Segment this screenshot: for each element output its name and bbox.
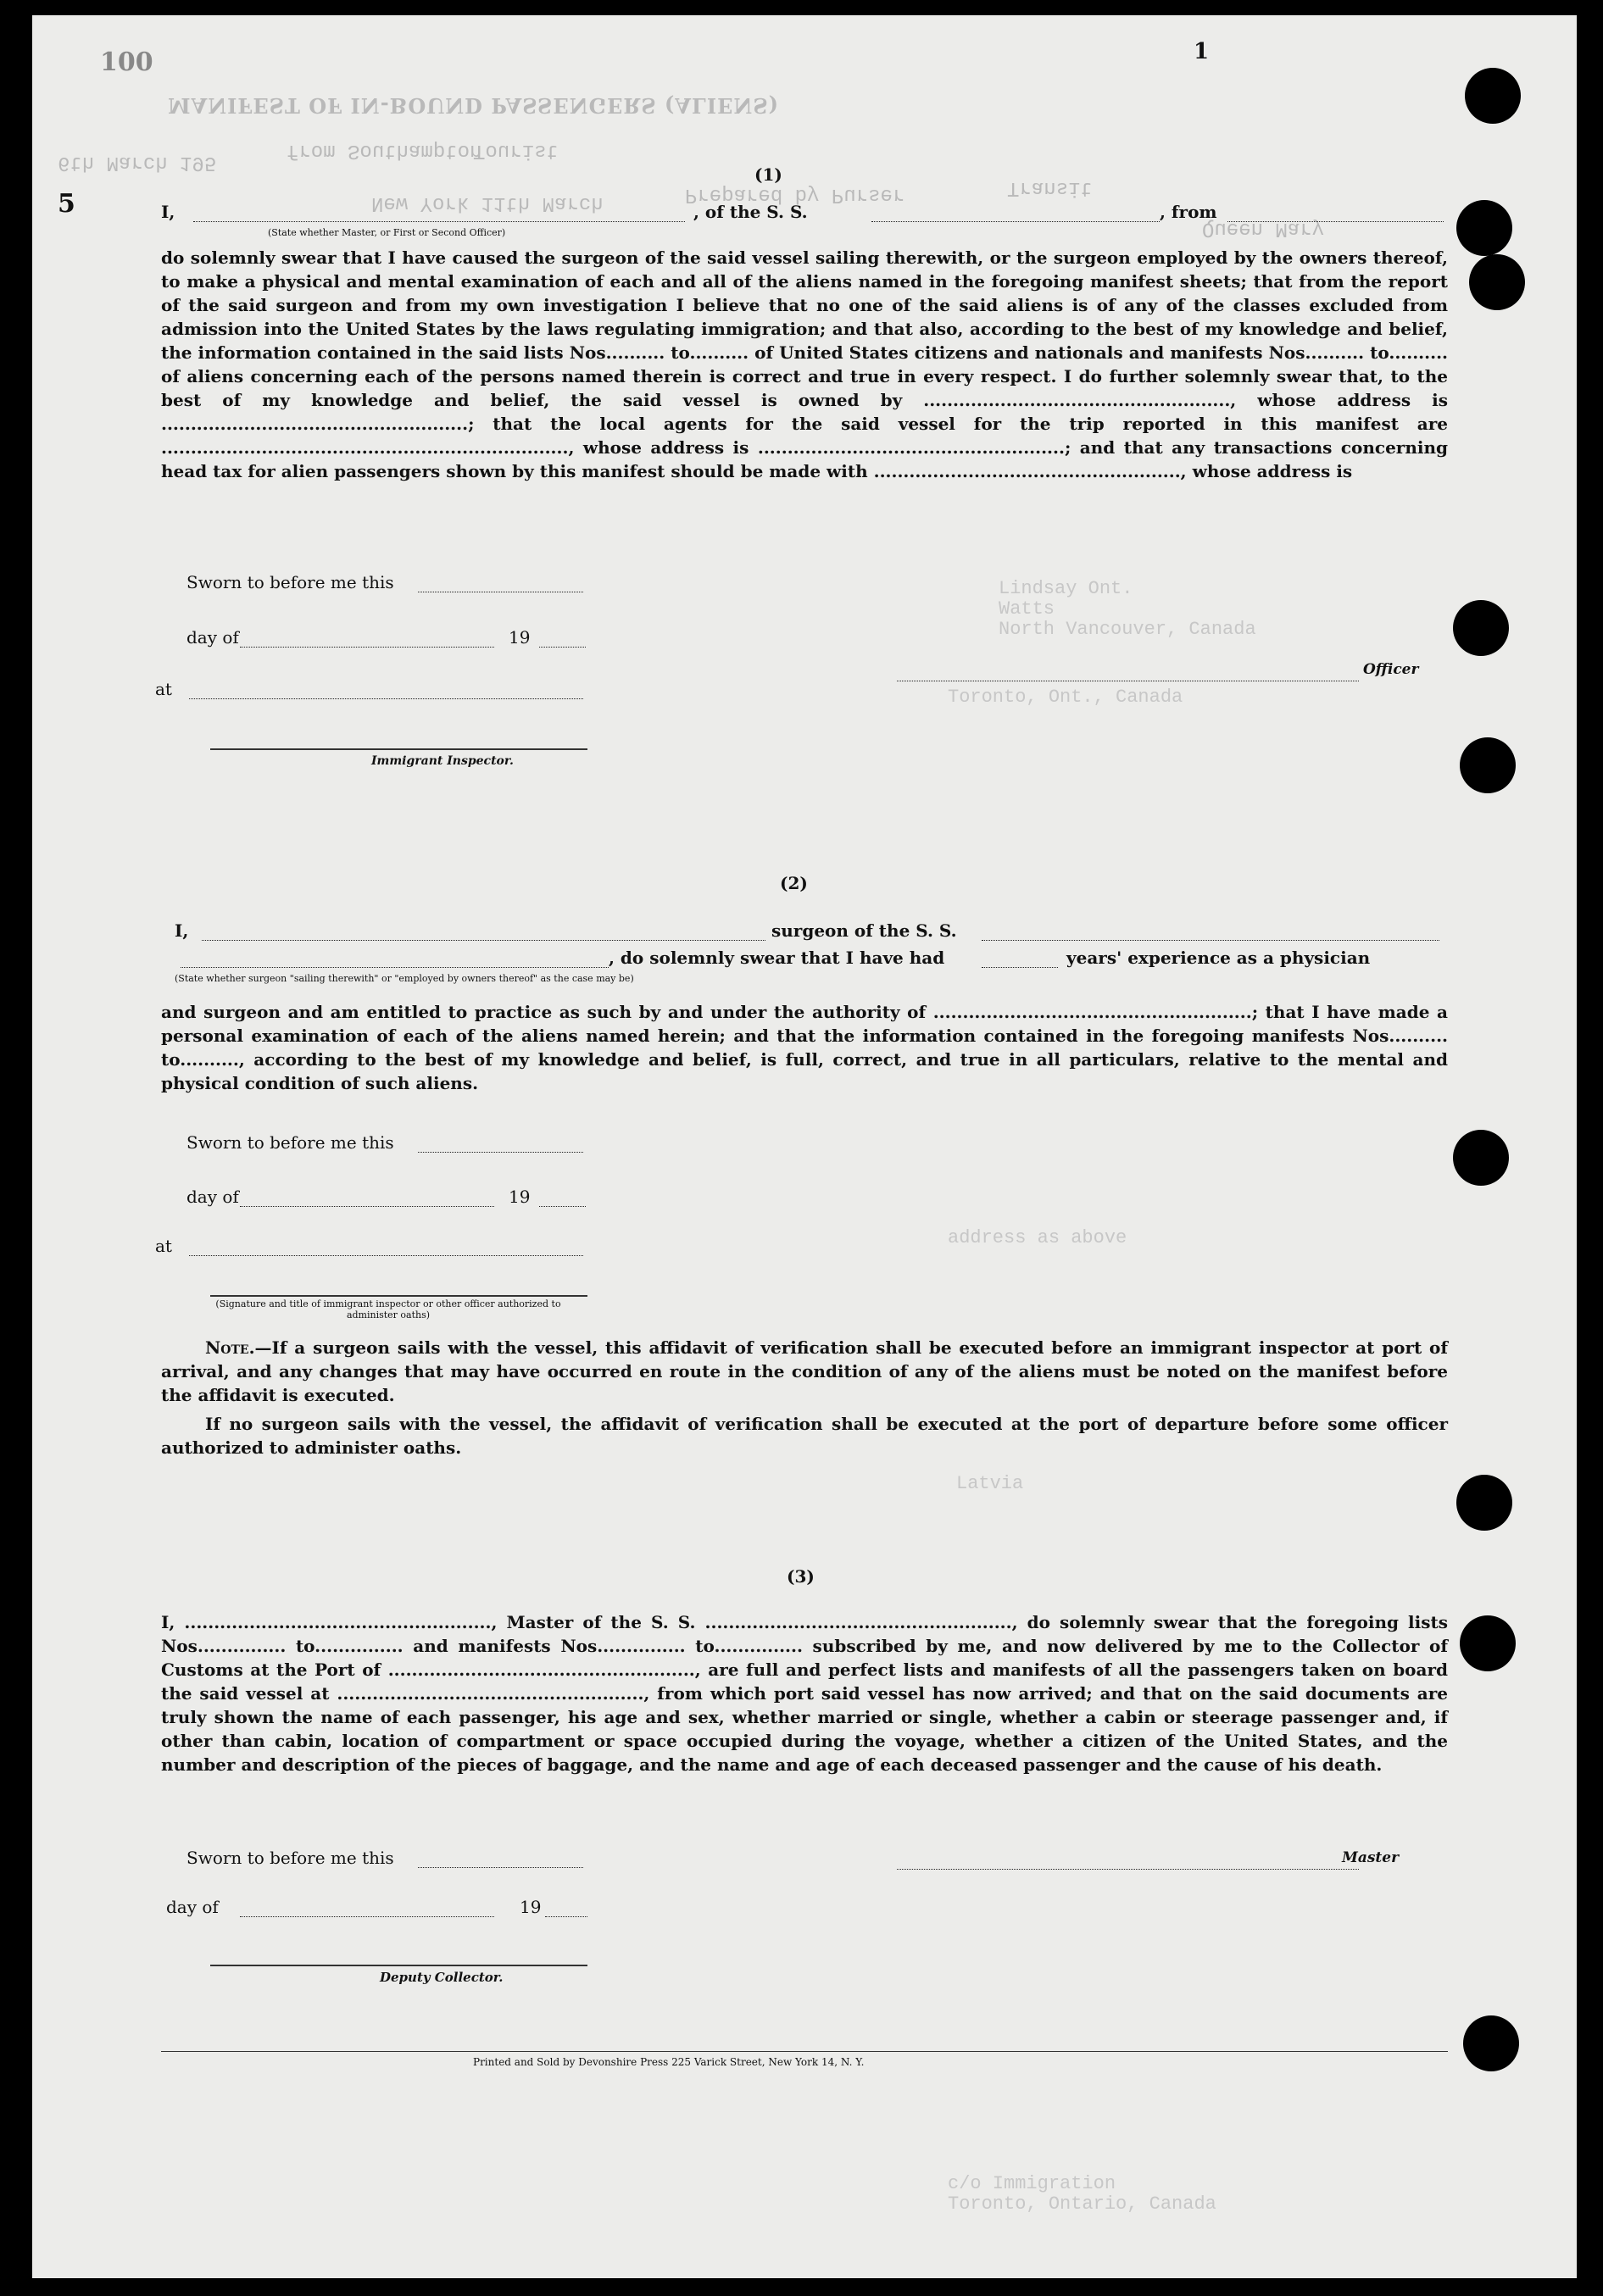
punch-hole	[1465, 68, 1521, 124]
section3-master-label: Master	[1342, 1849, 1400, 1866]
section2-line2-years: years' experience as a physician	[1066, 948, 1371, 968]
section1-day-blank	[240, 647, 494, 648]
bleed-4: Toronto, Ont., Canada	[948, 687, 1183, 708]
section3-sworn: Sworn to before me this	[186, 1848, 394, 1868]
section1-port-blank	[1227, 221, 1444, 222]
section2-line1-ss: surgeon of the S. S.	[771, 920, 957, 941]
section2-dayof: day of	[186, 1187, 239, 1207]
ghost-tourist: Tourist	[473, 139, 559, 162]
section1-at-blank	[189, 698, 583, 699]
bleed-7: Toronto, Ontario, Canada	[948, 2193, 1216, 2215]
section1-inspector-line	[210, 748, 587, 750]
section3-master-sig-blank	[897, 1869, 1359, 1870]
section1-line1-from: , from	[1160, 202, 1217, 222]
manifest-page	[32, 15, 1577, 2278]
note-paragraph-1	[161, 1336, 1448, 1407]
section3-collector-label: Deputy Collector.	[380, 1970, 504, 1985]
punch-hole	[1453, 1130, 1509, 1186]
section1-year: 19	[509, 627, 531, 648]
corner-mark-top-center: 1	[1194, 39, 1210, 64]
section1-officer-blank	[193, 221, 685, 222]
note-paragraph-2: If no surgeon sails with the vessel, the affidavit of verification shall be executed at the port of departure before some officer authorized to administer oaths.	[161, 1414, 1448, 1458]
punch-hole	[1453, 600, 1509, 656]
section1-line1-ss: , of the S. S.	[693, 202, 808, 222]
bleed-5: address as above	[948, 1227, 1127, 1248]
ghost-title: MANIFEST OF IN-BOUND PASSENGERS (ALIENS)	[168, 93, 780, 118]
section1-at: at	[155, 679, 172, 699]
section2-sworn: Sworn to before me this	[186, 1132, 394, 1153]
section2-at: at	[155, 1236, 172, 1256]
section2-number: (2)	[780, 873, 808, 893]
section2-ship-blank	[982, 940, 1439, 941]
section2-day-blank	[240, 1206, 494, 1207]
section1-dayof: day of	[186, 627, 239, 648]
section1-sworn: Sworn to before me this	[186, 572, 394, 592]
section1-year-blank	[539, 647, 586, 648]
punch-hole	[1456, 200, 1512, 256]
note-text-1: —If a surgeon sails with the vessel, this affidavit of verification shall be executed before an immigrant inspector at port of arrival, and any changes that may have occurred en route in the condition of any of the aliens must be noted on the manifest before the affidavit is executed.	[161, 1337, 1448, 1405]
section2-year: 19	[509, 1187, 531, 1207]
section1-number: (1)	[754, 164, 782, 185]
punch-hole	[1456, 1475, 1512, 1531]
section3-year: 19	[520, 1897, 542, 1917]
section1-inspector-label: Immigrant Inspector.	[371, 754, 514, 768]
note-label: Note.	[205, 1337, 255, 1358]
corner-mark-side: 5	[58, 189, 75, 219]
bleed-3: North Vancouver, Canada	[999, 619, 1256, 640]
punch-hole	[1460, 737, 1516, 793]
section1-line1-prefix: I,	[161, 202, 175, 222]
section2-type-blank	[181, 967, 609, 968]
ghost-prepared: Prepared by Purser	[685, 183, 905, 206]
section2-at-blank	[189, 1255, 583, 1256]
ghost-date: 6th March 195	[58, 151, 217, 174]
footer-divider	[161, 2051, 1448, 2052]
ghost-ship: Queen Mary	[1202, 217, 1325, 240]
section1-officer-caption: (State whether Master, or First or Second Officer)	[268, 227, 506, 238]
section3-year-blank	[545, 1916, 587, 1917]
section3-number: (3)	[787, 1566, 815, 1587]
printer-footer: Printed and Sold by Devonshire Press 225 Varick Street, New York 14, N. Y.	[473, 2056, 865, 2068]
section3-collector-line	[210, 1965, 587, 1966]
corner-mark-top-left: 100	[100, 47, 153, 77]
section2-line2-swear: , do solemnly swear that I have had	[609, 948, 945, 968]
ghost-newyork: New York 11th March	[371, 192, 604, 214]
bleed-8: c/o Immigration	[948, 2173, 1116, 2194]
section3-body: I, ...................................................., Master of the S. S. ...................................................., do solemnly swear that the foregoing lists Nos............... to............... and manifests Nos............... to............... subscribed by me, and now delivered by me to the Collector of Customs at the Port of ...................................................., are full and perfect lists and manifests of all the passengers taken on board the said vessel at ...................................................., from which port said vessel has now arrived; and that on the said documents are truly shown the name of each passenger, his age and sex, whether married or single, whether a cabin or steerage passenger and, if other than cabin, location of compartment or space occupied during the voyage, whether a citizen of the United States, and the number and description of the pieces of baggage, and the name and age of each deceased passenger and the cause of his death.	[161, 1612, 1448, 1775]
punch-hole	[1463, 2015, 1519, 2071]
ghost-transit: Transit	[1007, 176, 1093, 199]
section2-year-blank	[539, 1206, 586, 1207]
section1-body: do solemnly swear that I have caused the surgeon of the said vessel sailing therewith, or the surgeon employed by the owners thereof, to make a physical and mental examination of each and all of the aliens named in the foregoing manifest sheets; that from the report of the said surgeon and from my own investigation I believe that no one of the said aliens is of any of the classes excluded from admission into the United States by the laws regulating immigration; and that also, according to the best of my knowledge and belief, the information contained in the said lists Nos.......... to.......... of United States citizens and nationals and manifests Nos.......... to.......... of aliens concerning each of the persons named therein is correct and true in every respect. I do further solemnly swear that, to the best of my knowledge and belief, the said vessel is owned by ...................................................., whose address is ....................................................; that the local agents for the said vessel for the trip reported in this manifest are ....................................................................., whose address is ....................................................; and that any transactions concerning head tax for alien passengers shown by this manifest should be made with ...................................................., whose address is	[161, 247, 1448, 481]
section2-surgeon-caption: (State whether surgeon "sailing therewith" or "employed by owners thereof" as the case may be)	[175, 973, 634, 984]
section3-dayof: day of	[166, 1897, 219, 1917]
bleed-6: Latvia	[956, 1473, 1024, 1494]
section2-sworn-blank	[418, 1152, 583, 1153]
punch-hole	[1460, 1615, 1516, 1671]
section2-body: and surgeon and am entitled to practice as such by and under the authority of ......................................................; that I have made a personal examination of each of the aliens named herein; and that the information contained in the foregoing manifests Nos.......... to.........., according to the best of my knowledge and belief, is full, correct, and true in all particulars, relative to the mental and physical condition of such aliens.	[161, 1002, 1448, 1093]
punch-hole	[1469, 254, 1525, 310]
section2-sig-line	[210, 1295, 587, 1297]
section3-sworn-blank	[418, 1867, 583, 1868]
bleed-1: Lindsay Ont.	[999, 578, 1133, 599]
section3-day-blank	[240, 1916, 494, 1917]
section2-line1-prefix: I,	[175, 920, 189, 941]
section2-name-blank	[202, 940, 765, 941]
bleed-2: Watts	[999, 598, 1055, 620]
ghost-from: from Southampton	[287, 139, 482, 162]
section2-years-blank	[982, 967, 1058, 968]
section2-sig-caption: (Signature and title of immigrant inspector or other officer authorized to administer oaths)	[215, 1298, 561, 1320]
section1-ship-blank	[871, 221, 1160, 222]
section1-officer-label: Officer	[1363, 661, 1419, 678]
